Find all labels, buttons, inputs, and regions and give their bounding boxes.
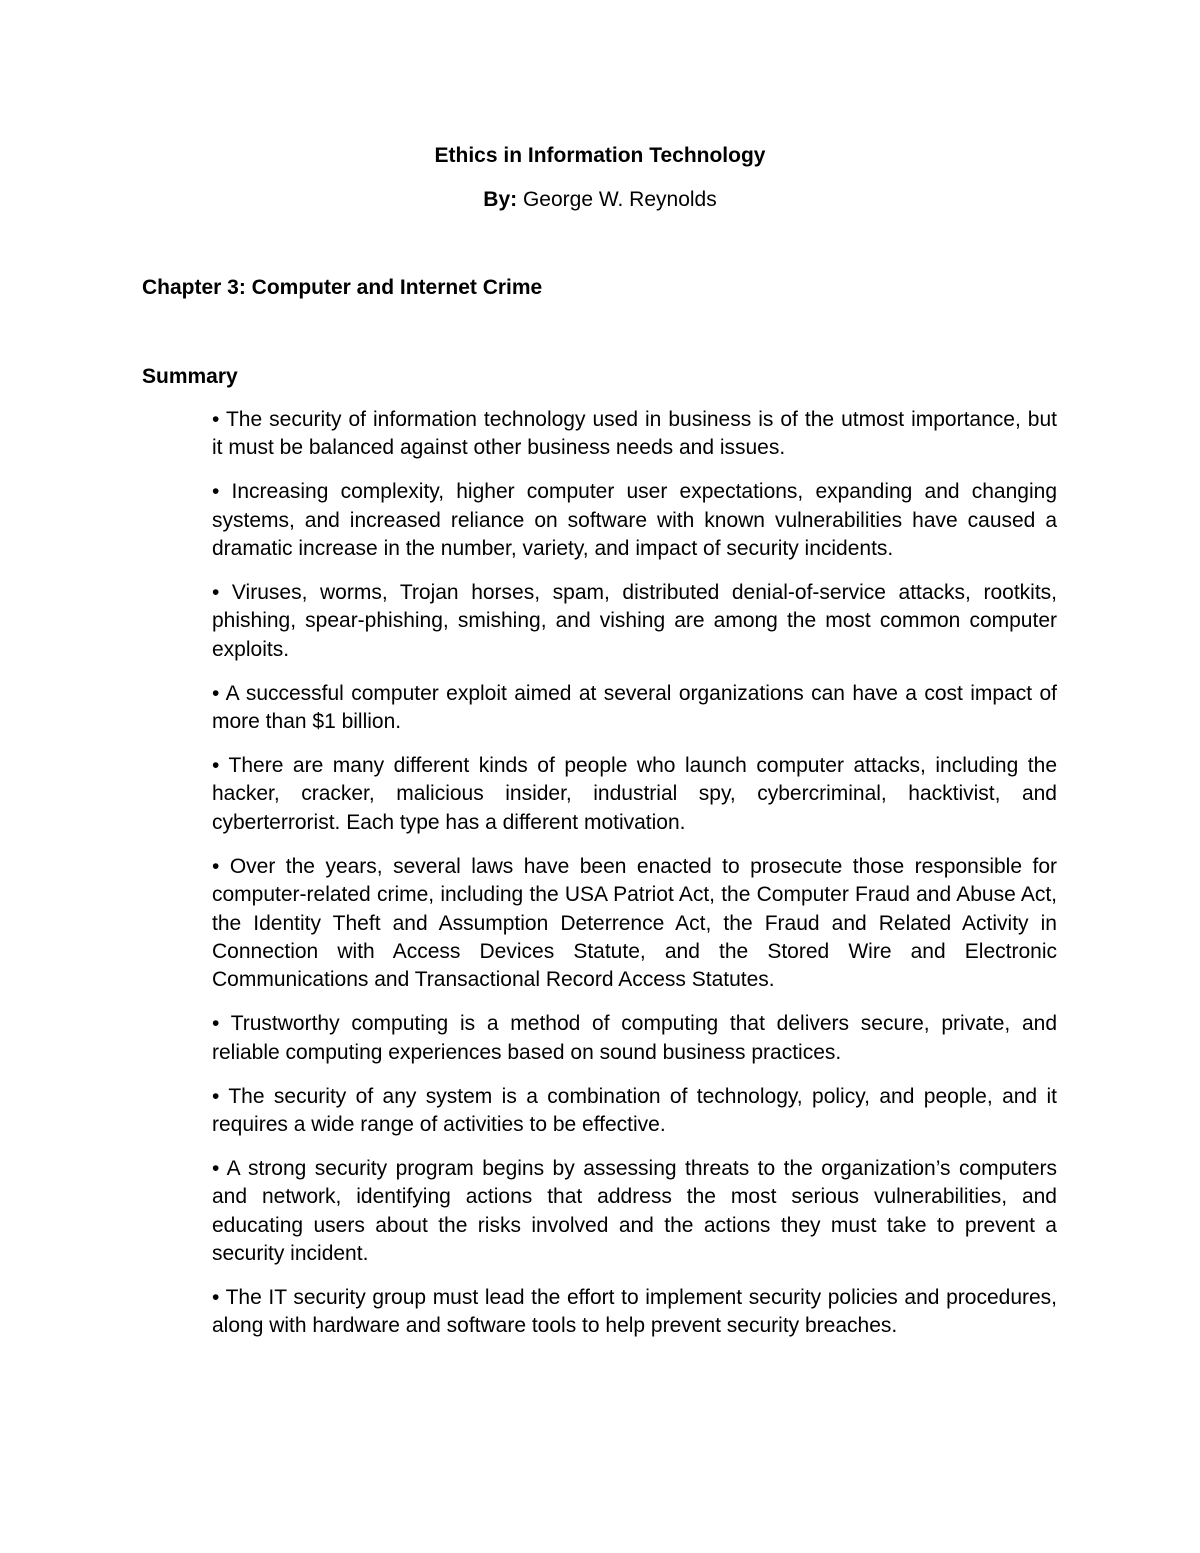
chapter-heading: Chapter 3: Computer and Internet Crime	[142, 276, 543, 299]
summary-bullet: • The security of information technology used in business is of the utmost importance, but it must be balanced against other business needs and issues.	[212, 408, 1057, 460]
summary-bullet: • The security of any system is a combination of technology, policy, and people, and it requires a wide range of activities to be effective.	[212, 1084, 1057, 1137]
summary-bullet: • A strong security program begins by assessing threats to the organization’s computers and network, identifying actions that address the most serious vulnerabilities, and educating users about the risks involved and the actions they must take to prevent a security incident.	[212, 1156, 1057, 1266]
summary-bullet: • Viruses, worms, Trojan horses, spam, distributed denial-of-service attacks, rootkits, phishing, spear-phishing, smishing, and vishing are among the most common computer exploits.	[212, 581, 1057, 661]
author-name: George W. Reynolds	[517, 188, 717, 211]
document-title: Ethics in Information Technology	[434, 144, 766, 167]
summary-bullet: • Increasing complexity, higher computer user expectations, expanding and changing systems, and increased reliance on software with known vulnerabilities have caused a dramatic increase in the number, variety, and impact of security incidents.	[212, 480, 1057, 561]
summary-bullet: • The IT security group must lead the effort to implement security policies and procedures, along with hardware and software tools to help prevent security breaches.	[212, 1286, 1057, 1338]
summary-bullet: • A successful computer exploit aimed at several organizations can have a cost impact of more than $1 billion.	[212, 681, 1057, 734]
summary-bullet-list	[212, 406, 1057, 1356]
author-line	[0, 186, 1200, 214]
author-label: By:	[483, 188, 518, 211]
summary-bullet: • There are many different kinds of people who launch computer attacks, including the hacker, cracker, malicious insider, industrial spy, cybercriminal, hacktivist, and cyberterrorist. Each type has a different motivation.	[212, 754, 1057, 834]
summary-bullet: • Trustworthy computing is a method of computing that delivers secure, private, and reliable computing experiences based on sound business practices.	[212, 1012, 1057, 1064]
summary-bullet: • Over the years, several laws have been enacted to prosecute those responsible for computer-related crime, including the USA Patriot Act, the Computer Fraud and Abuse Act, the Identity Theft and Assumption Deterrence Act, the Fraud and Related Activity in Connection with Access Devices Statute, and the Stored Wire and Electronic Communications and Transactional Record Access Statutes.	[212, 854, 1057, 992]
summary-heading: Summary	[142, 365, 238, 388]
